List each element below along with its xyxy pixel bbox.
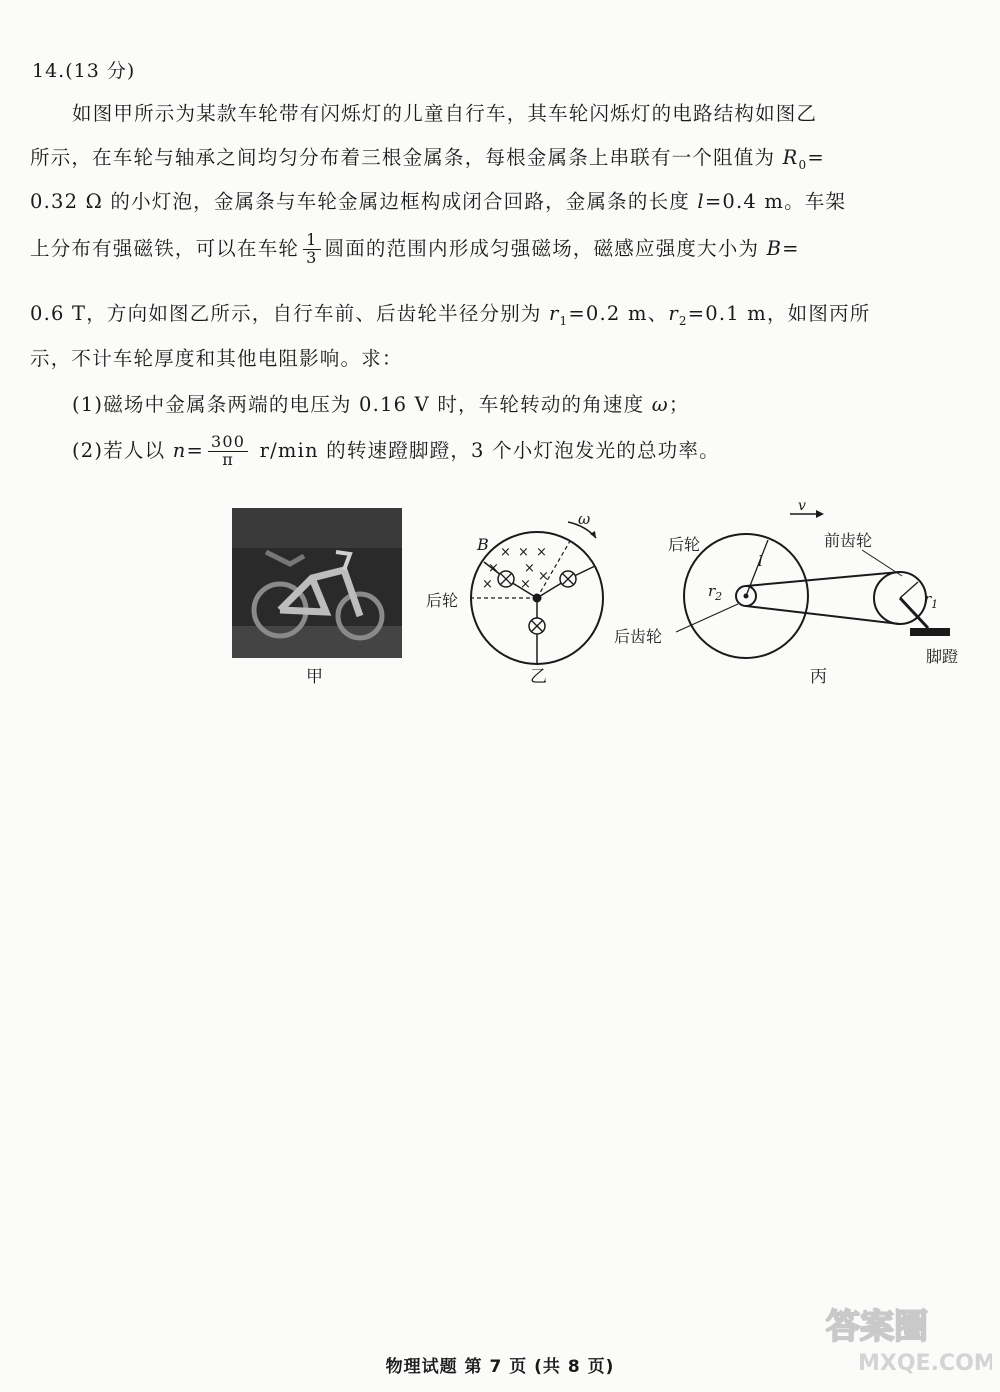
symbol-omega: ω xyxy=(651,393,669,416)
fraction-denominator: 3 xyxy=(306,247,318,267)
fraction-300-over-pi xyxy=(208,434,248,469)
label-l: l xyxy=(758,552,763,570)
text-line-4-a: 上分布有强磁铁，可以在车轮 xyxy=(30,236,300,260)
label-v: v xyxy=(798,500,806,514)
field-cross: × xyxy=(538,569,549,584)
symbol-R: R xyxy=(782,146,799,169)
fraction-numerator-300: 300 xyxy=(208,434,248,452)
question-number: 14. xyxy=(32,60,66,82)
text-line-4-b: 圆面的范围内形成匀强磁场，磁感应强度大小为 xyxy=(324,236,767,260)
label-B: B xyxy=(477,535,489,554)
text-line-2 xyxy=(30,142,970,172)
symbol-l: l xyxy=(697,190,705,213)
text-line-4 xyxy=(30,232,970,267)
label-r1: r xyxy=(924,590,932,608)
text-line-1-content: 如图甲所示为某款车轮带有闪烁灯的儿童自行车，其车轮闪烁灯的电路结构如图乙 xyxy=(72,102,818,125)
watermark-bottom-text: MXQE.COM xyxy=(858,1351,992,1376)
fraction-numerator: 1 xyxy=(303,232,320,250)
axle-dot xyxy=(533,594,542,603)
page-footer: 物理试题 第 7 页 (共 8 页) xyxy=(385,1357,615,1377)
figure-jia-caption: 甲 xyxy=(306,667,323,687)
text-line-5-a: 0.6 T，方向如图乙所示，自行车前、后齿轮半径分别为 xyxy=(30,302,550,325)
label-omega: ω xyxy=(578,510,591,528)
lamp-icon xyxy=(560,571,576,587)
text-line-3-a: 0.32 Ω 的小灯泡，金属条与车轮金属边框构成闭合回路，金属条的长度 xyxy=(30,190,698,213)
symbol-R-sub: 0 xyxy=(798,157,808,172)
sub-question-1-c: ； xyxy=(668,393,690,416)
sub-question-2 xyxy=(72,434,1000,469)
lamp-icon xyxy=(529,618,545,634)
text-line-5 xyxy=(30,298,970,328)
sub-question-2-d: r/min 的转速蹬脚蹬，3 个小灯泡发光的总功率。 xyxy=(252,438,720,462)
text-line-1 xyxy=(72,98,1000,126)
field-cross: × xyxy=(500,545,511,560)
label-rear-gear: 后齿轮 xyxy=(614,627,663,646)
label-pedal: 脚蹬 xyxy=(926,647,959,666)
text-line-5-g: =0.1 m，如图丙所 xyxy=(687,302,871,325)
figure-yi-diagram xyxy=(420,510,620,670)
symbol-r1-sub: 1 xyxy=(559,313,569,328)
lamp-icon xyxy=(498,571,514,587)
question-score: (13 分) xyxy=(65,60,136,82)
figure-bing-caption: 丙 xyxy=(810,667,827,687)
text-line-6-content: 示，不计车轮厚度和其他电阻影响。求： xyxy=(30,347,403,370)
bicycle-photo-image xyxy=(232,508,402,658)
symbol-r2-sub: 2 xyxy=(678,313,688,328)
svg-text:r1 xyxy=(924,590,938,611)
svg-text:r2 xyxy=(708,582,722,603)
watermark-top-text: 答案圈 xyxy=(826,1307,928,1347)
label-r1-sub: 1 xyxy=(931,598,939,611)
field-cross: × xyxy=(536,545,547,560)
field-cross: × xyxy=(482,577,493,592)
text-line-4-d: = xyxy=(782,236,800,260)
symbol-r2: r xyxy=(668,302,679,325)
watermark-logo xyxy=(822,1300,992,1380)
label-r2: r xyxy=(708,582,716,600)
text-line-2-a: 所示，在车轮与轴承之间均匀分布着三根金属条，每根金属条上串联有一个阻值为 xyxy=(30,146,783,169)
text-line-3 xyxy=(30,186,970,214)
text-line-2-d: = xyxy=(807,146,825,169)
symbol-B: B xyxy=(766,236,783,260)
field-cross: × xyxy=(524,561,535,576)
label-front-gear: 前齿轮 xyxy=(824,531,873,550)
text-line-6 xyxy=(30,343,970,371)
label-rear-wheel: 后轮 xyxy=(426,591,459,610)
figure-bing-diagram xyxy=(610,500,970,670)
fraction-denominator-pi: π xyxy=(222,449,234,469)
text-line-5-d: =0.2 m、 xyxy=(568,302,669,325)
field-cross: × xyxy=(488,561,499,576)
field-cross: × xyxy=(520,577,531,592)
figure-jia-photo xyxy=(232,508,402,658)
sub-question-2-c: = xyxy=(186,438,205,462)
sub-question-2-a: (2)若人以 xyxy=(72,438,173,462)
sub-question-1 xyxy=(72,389,1000,417)
label-r2-sub: 2 xyxy=(715,590,723,603)
fraction-one-third xyxy=(303,232,320,267)
question-header xyxy=(32,56,135,83)
field-cross: × xyxy=(518,545,529,560)
sub-question-1-a: (1)磁场中金属条两端的电压为 0.16 V 时，车轮转动的角速度 xyxy=(72,393,652,416)
symbol-n: n xyxy=(172,438,187,462)
label-rear-wheel: 后轮 xyxy=(668,535,701,554)
symbol-r1: r xyxy=(549,302,560,325)
text-line-3-c: =0.4 m。车架 xyxy=(704,190,847,213)
figure-yi-caption: 乙 xyxy=(530,667,547,687)
pedal xyxy=(910,628,950,636)
